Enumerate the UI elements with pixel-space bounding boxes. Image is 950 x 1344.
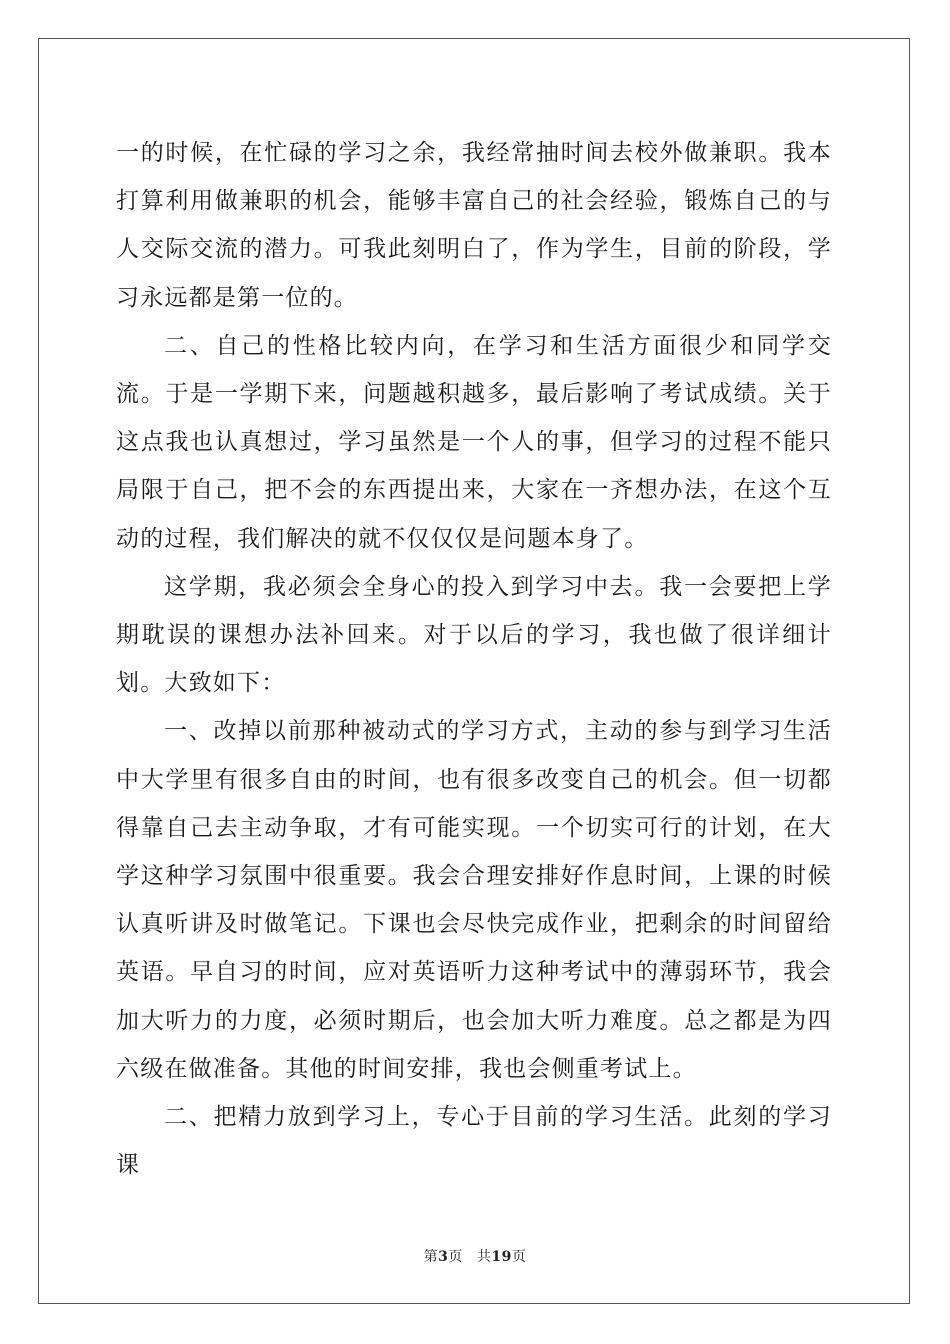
- total-pages: 19: [491, 1249, 512, 1265]
- total-suffix: 页: [511, 1249, 527, 1265]
- paragraph-3: 这学期，我必须会全身心的投入到学习中去。我一会要把上学期耽误的课想办法补回来。对于以后的学习，我也做了很详细计划。大致如下：: [116, 573, 832, 697]
- page-number: 3: [438, 1249, 449, 1265]
- paragraph-5: 二、把精力放到学习上，专心于目前的学习生活。此刻的学习课: [116, 1104, 832, 1179]
- page-suffix: 页: [448, 1249, 463, 1265]
- page-footer: [0, 1246, 950, 1266]
- paragraph-2: 二、自己的性格比较内向，在学习和生活方面很少和同学交流。于是一学期下来，问题越积越多，最后影响了考试成绩。关于这点我也认真想过，学习虽然是一个人的事，但学习的过程不能只局限于自己，把不会的东西提出来，大家在一齐想办法，在这个互动的过程，我们解决的就不仅仅仅是问题本身了。: [116, 332, 832, 552]
- total-prefix: 共: [476, 1249, 492, 1265]
- paragraph-1: 一的时候，在忙碌的学习之余，我经常抽时间去校外做兼职。我本打算利用做兼职的机会，能够丰富自己的社会经验，锻炼自己的与人交际交流的潜力。可我此刻明白了，作为学生，目前的阶段，学习永远都是第一位的。: [116, 140, 832, 311]
- document-body: [116, 129, 832, 1189]
- page-prefix: 第: [423, 1249, 439, 1265]
- paragraph-4: 一、改掉以前那种被动式的学习方式，主动的参与到学习生活中大学里有很多自由的时间，也有很多改变自己的机会。但一切都得靠自己去主动争取，才有可能实现。一个切实可行的计划，在大学这种学习氛围中很重要。我会合理安排好作息时间，上课的时候认真听讲及时做笔记。下课也会尽快完成作业，把剩余的时间留给英语。早自习的时间，应对英语听力这种考试中的薄弱环节，我会加大听力的力度，必须时期后，也会加大听力难度。总之都是为四六级在做准备。其他的时间安排，我也会侧重考试上。: [116, 718, 832, 1082]
